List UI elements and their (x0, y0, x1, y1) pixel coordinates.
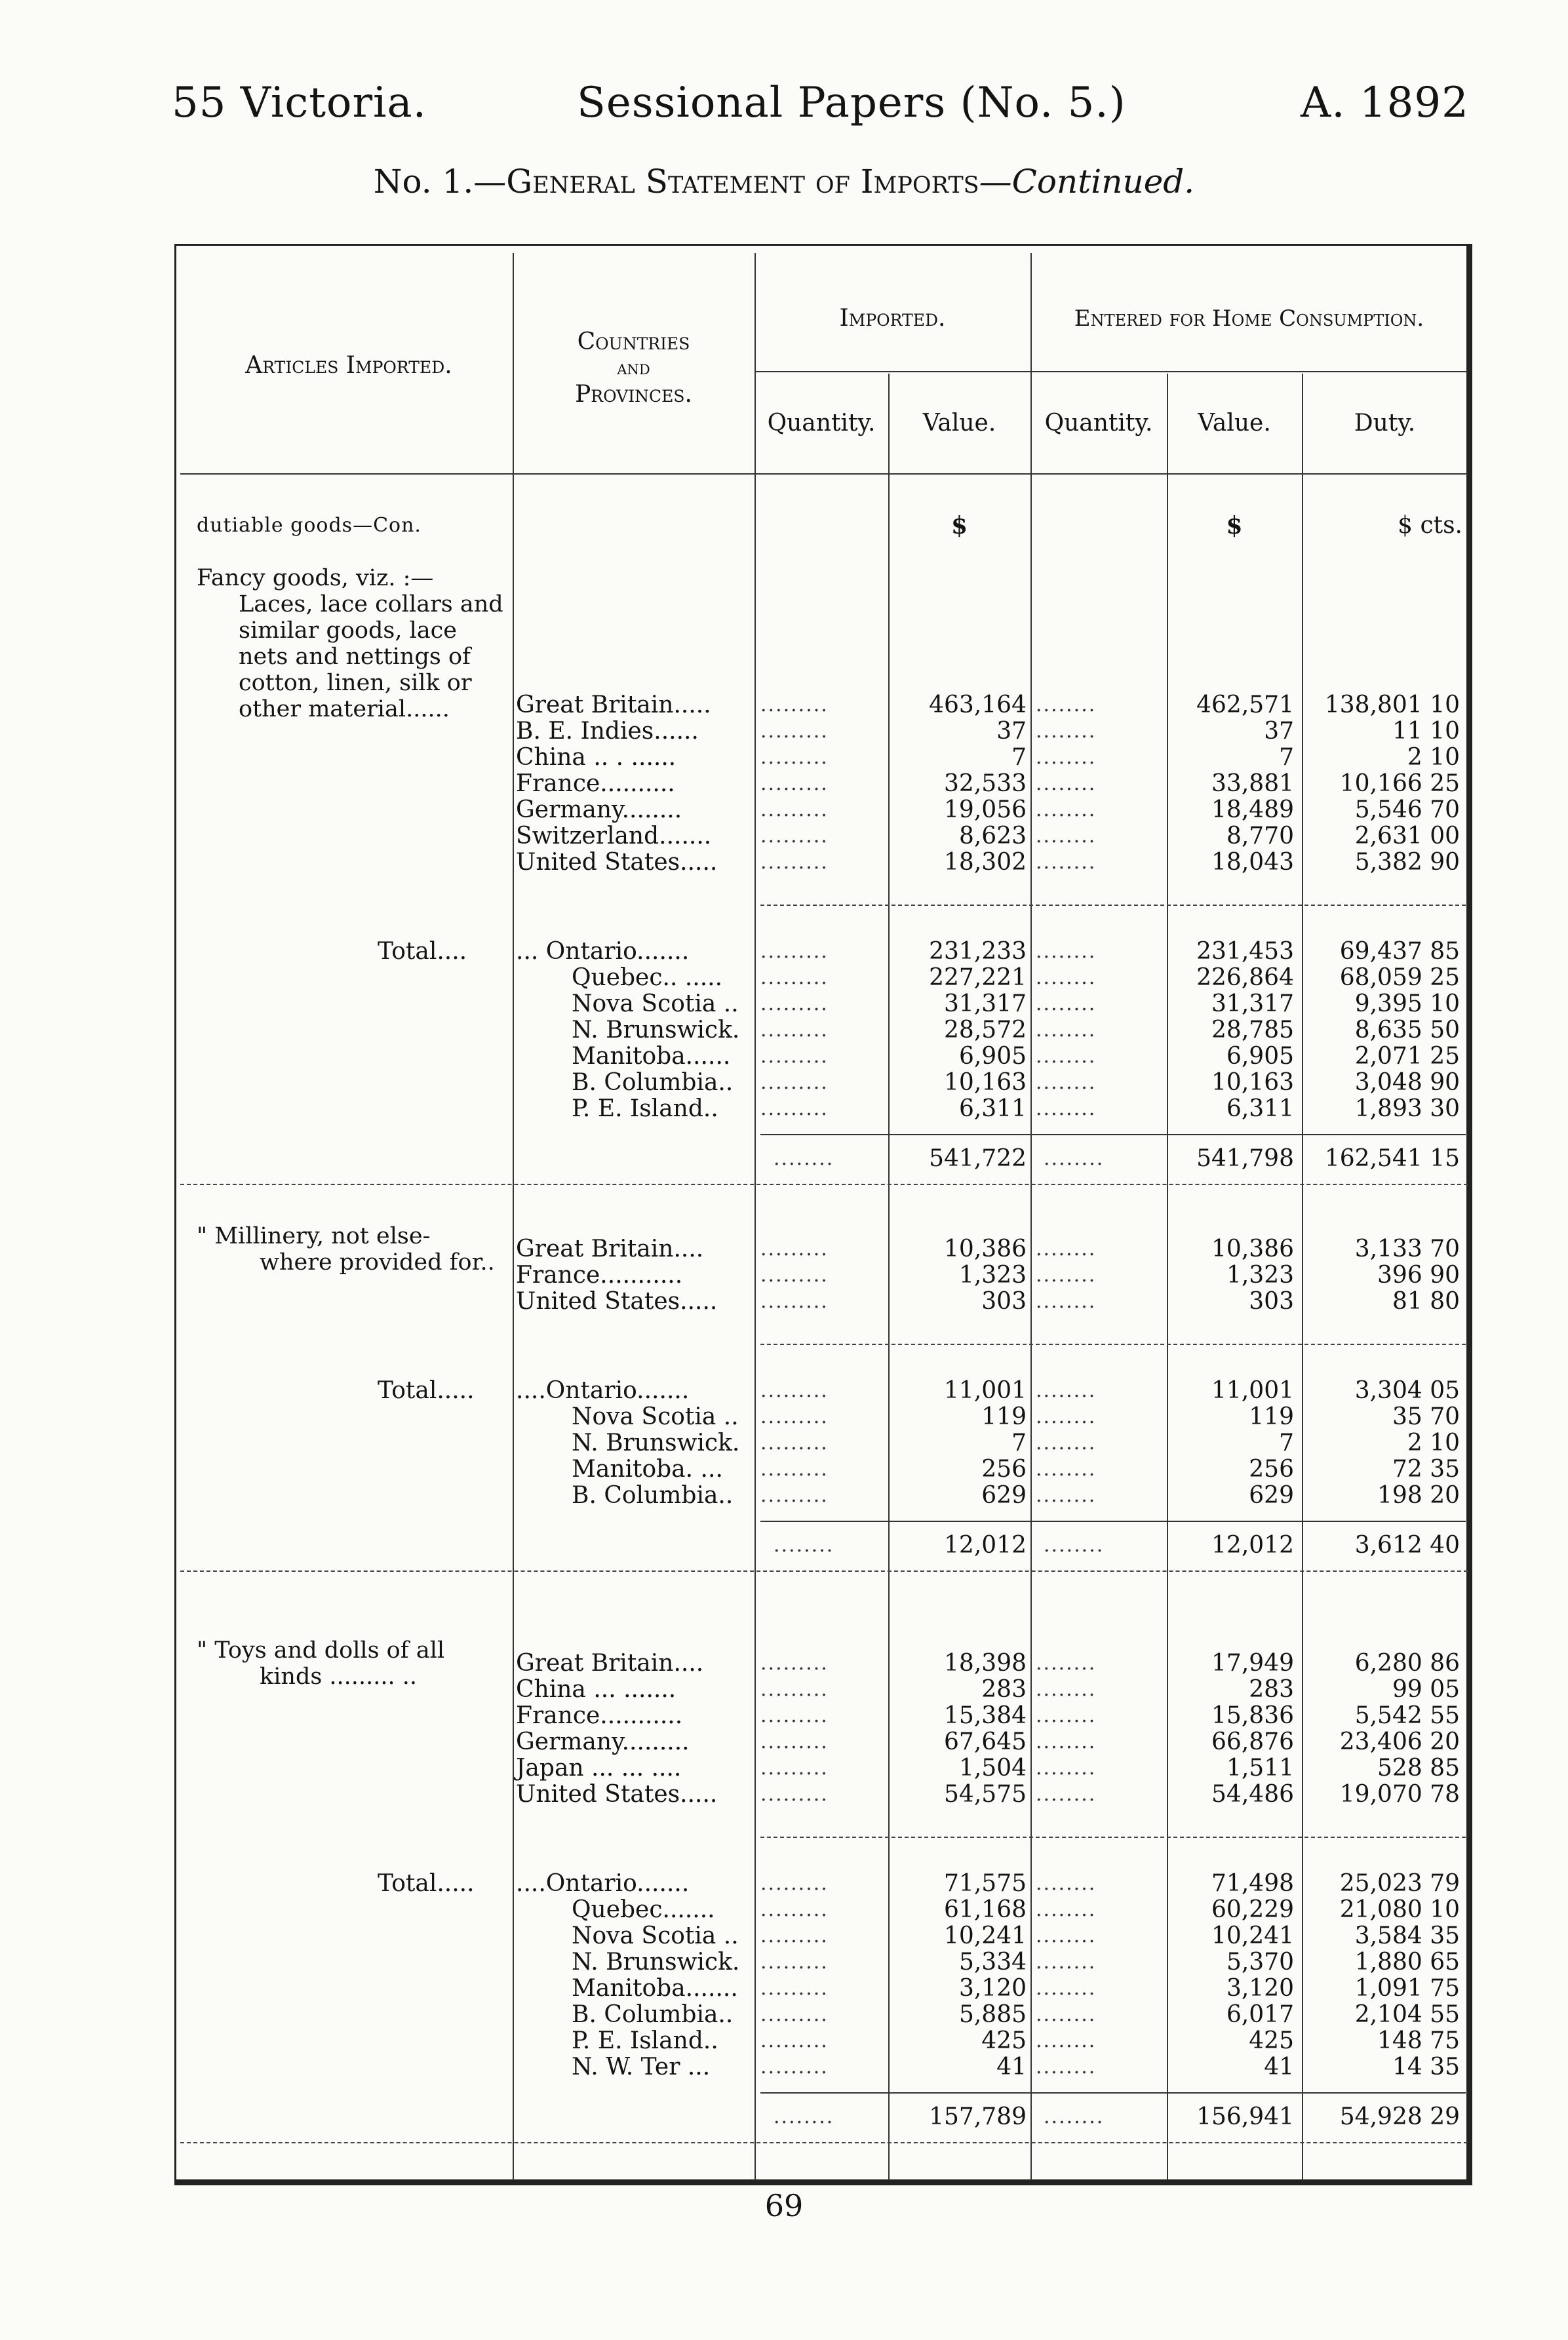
group-title-line: " Millinery, not else- (197, 1223, 431, 1249)
unit-value-1: $ (951, 512, 968, 539)
row-value: 19,056 (944, 796, 1027, 823)
row-country: ....Ontario....... (516, 1377, 690, 1404)
row-country: United States..... (516, 1781, 718, 1808)
row-value: 283 (981, 1676, 1027, 1703)
leader-dots: ........ (1036, 966, 1097, 989)
leader-dots: ......... (760, 1458, 829, 1481)
row-entered-value: 28,785 (1211, 1017, 1294, 1043)
row-entered-value: 3,120 (1226, 1975, 1294, 2002)
row-duty: 2,071 25 (1354, 1043, 1460, 1070)
row-entered-value: 119 (1249, 1403, 1294, 1430)
leader-dots: ........ (1036, 1045, 1097, 1068)
leader-dots: ......... (760, 772, 829, 795)
row-entered-value: 11,001 (1211, 1377, 1294, 1404)
leader-dots: ......... (760, 1290, 829, 1313)
row-entered-value: 5,370 (1226, 1949, 1294, 1976)
group-separator (760, 905, 1466, 906)
total-value: 12,012 (944, 1532, 1027, 1559)
row-country: B. Columbia.. (572, 1482, 734, 1509)
row-entered-value: 17,949 (1211, 1650, 1294, 1677)
row-entered-value: 31,317 (1211, 990, 1294, 1017)
row-duty: 99 05 (1392, 1676, 1460, 1703)
row-value: 3,120 (958, 1975, 1027, 2002)
col-rule-3 (888, 374, 890, 2180)
row-country: Nova Scotia .. (572, 990, 739, 1017)
leader-dots: ......... (760, 851, 829, 874)
row-country: Great Britain.... (516, 1650, 704, 1677)
row-duty: 148 75 (1377, 2027, 1460, 2054)
col-rule-1 (513, 253, 514, 2180)
row-entered-value: 8,770 (1226, 823, 1294, 849)
row-value: 15,384 (944, 1702, 1027, 1729)
row-country: P. E. Island.. (572, 1095, 718, 1122)
row-duty: 2,631 00 (1354, 823, 1460, 849)
row-country: France........... (516, 1262, 683, 1289)
leader-dots: ......... (760, 1097, 829, 1120)
leader-dots: ........ (1036, 772, 1097, 795)
row-duty: 9,395 10 (1354, 990, 1460, 1017)
row-duty: 528 85 (1377, 1755, 1460, 1782)
row-value: 31,317 (944, 990, 1027, 1017)
row-country: N. Brunswick. (572, 1430, 740, 1456)
row-entered-value: 10,241 (1211, 1922, 1294, 1949)
row-country: France........... (516, 1702, 683, 1729)
leader-dots: ........ (1036, 992, 1097, 1015)
row-entered-value: 10,386 (1211, 1236, 1294, 1262)
row-country: France.......... (516, 770, 675, 797)
leader-dots: ........ (1036, 1757, 1097, 1780)
row-entered-value: 256 (1249, 1456, 1294, 1483)
leader-dots: ........ (1036, 1458, 1097, 1481)
row-duty: 21,080 10 (1339, 1896, 1460, 1923)
row-duty: 1,880 65 (1354, 1949, 1460, 1976)
title-suffix: —Continued. (979, 163, 1195, 201)
row-duty: 5,546 70 (1354, 796, 1460, 823)
col-countries-3: Provinces. (575, 381, 692, 408)
row-entered-value: 629 (1249, 1482, 1294, 1509)
row-duty: 1,091 75 (1354, 1975, 1460, 2002)
leader-dots: ......... (760, 693, 829, 716)
row-value: 8,623 (958, 823, 1027, 849)
row-entered-value: 41 (1264, 2054, 1294, 2080)
row-value: 37 (996, 718, 1027, 745)
row-entered-value: 18,489 (1211, 796, 1294, 823)
leader-dots: ......... (760, 2029, 829, 2052)
total-entered-value: 541,798 (1196, 1145, 1294, 1172)
leader-dots: ........ (1044, 1147, 1105, 1170)
col-quantity-1: Quantity. (767, 410, 876, 437)
row-country: Manitoba...... (572, 1043, 731, 1070)
col-rule-6 (1302, 374, 1303, 2180)
row-country: Germany......... (516, 1728, 690, 1755)
row-country: Quebec.. ..... (572, 964, 723, 991)
col-value-2: Value. (1198, 410, 1271, 437)
row-value: 425 (981, 2027, 1027, 2054)
row-entered-value: 60,229 (1211, 1896, 1294, 1923)
leader-dots: ......... (760, 1071, 829, 1094)
group-title-line: similar goods, lace (239, 617, 457, 644)
row-entered-value: 6,905 (1226, 1043, 1294, 1070)
row-value: 67,645 (944, 1728, 1027, 1755)
leader-dots: ........ (1036, 1783, 1097, 1806)
row-duty: 396 90 (1377, 1262, 1460, 1289)
total-duty: 3,612 40 (1354, 1532, 1460, 1559)
leader-dots: ........ (1036, 1652, 1097, 1675)
row-entered-value: 71,498 (1211, 1870, 1294, 1897)
col-rule-2 (755, 253, 756, 2180)
group-title-line: other material...... (239, 696, 450, 722)
row-value: 54,575 (944, 1781, 1027, 1808)
col-articles: Articles Imported. (245, 352, 452, 379)
leader-dots: ......... (760, 1264, 829, 1287)
total-value: 157,789 (929, 2103, 1027, 2130)
group-title-line: Laces, lace collars and (239, 591, 503, 617)
row-value: 463,164 (929, 692, 1027, 718)
leader-dots: ......... (760, 1019, 829, 1042)
leader-dots: ......... (760, 966, 829, 989)
row-entered-value: 1,511 (1226, 1755, 1294, 1782)
leader-dots: ......... (760, 1405, 829, 1428)
row-country: Japan ... ... .... (516, 1755, 682, 1782)
total-rule (760, 2092, 1466, 2094)
leader-dots: ......... (760, 1924, 829, 1947)
row-country: China ... ....... (516, 1676, 676, 1703)
row-duty: 5,542 55 (1354, 1702, 1460, 1729)
leader-dots: ........ (1044, 1534, 1105, 1557)
group-end-separator (180, 1184, 1468, 1185)
row-value: 18,302 (944, 849, 1027, 876)
leader-dots: ........ (1036, 1379, 1097, 1402)
group-separator (760, 1344, 1466, 1345)
row-value: 5,334 (958, 1949, 1027, 1976)
col-countries-1: Countries (577, 328, 690, 355)
row-value: 41 (996, 2054, 1027, 2080)
group-end-separator (180, 1570, 1468, 1572)
row-duty: 2 10 (1407, 744, 1460, 771)
table-title (0, 163, 1568, 201)
leader-dots: ......... (760, 1757, 829, 1780)
leader-dots: ........ (1036, 1432, 1097, 1454)
row-value: 10,386 (944, 1236, 1027, 1262)
leader-dots: ........ (1036, 1704, 1097, 1727)
row-entered-value: 18,043 (1211, 849, 1294, 876)
group-title-line: nets and nettings of (239, 644, 471, 670)
leader-dots: ......... (760, 720, 829, 743)
row-duty: 68,059 25 (1339, 964, 1460, 991)
row-duty: 138,801 10 (1324, 692, 1460, 718)
row-value: 231,233 (929, 938, 1027, 965)
row-country: China .. . ...... (516, 744, 676, 771)
row-entered-value: 1,323 (1226, 1262, 1294, 1289)
leader-dots: ........ (1036, 2003, 1097, 2026)
leader-dots: ........ (1036, 1290, 1097, 1313)
row-entered-value: 7 (1279, 744, 1294, 771)
section-label: dutiable goods—Con. (197, 514, 421, 537)
col-value-1: Value. (922, 410, 996, 437)
group-end-separator (180, 2142, 1468, 2143)
row-country: Quebec....... (572, 1896, 715, 1923)
row-duty: 19,070 78 (1339, 1781, 1460, 1808)
row-country: N. Brunswick. (572, 1017, 740, 1043)
row-country: N. Brunswick. (572, 1949, 740, 1976)
leader-dots: ........ (1036, 1898, 1097, 1921)
leader-dots: ........ (1036, 825, 1097, 848)
row-value: 10,163 (944, 1069, 1027, 1096)
group-title-line: Fancy goods, viz. :— (197, 565, 434, 591)
row-country: B. Columbia.. (572, 2001, 734, 2028)
leader-dots: ........ (1036, 1977, 1097, 2000)
leader-dots: ......... (760, 1783, 829, 1806)
row-value: 119 (981, 1403, 1027, 1430)
row-entered-value: 425 (1249, 2027, 1294, 2054)
col-quantity-2: Quantity. (1044, 410, 1153, 437)
header-right: A. 1892 (1301, 79, 1469, 127)
col-imported: Imported. (839, 305, 946, 332)
total-value: 541,722 (929, 1145, 1027, 1172)
row-country: United States..... (516, 1288, 718, 1315)
header-bottom-rule (180, 473, 1468, 475)
row-country: ... Ontario....... (516, 938, 690, 965)
leader-dots: ......... (760, 1730, 829, 1753)
row-duty: 35 70 (1392, 1403, 1460, 1430)
total-duty: 54,928 29 (1339, 2103, 1460, 2130)
row-value: 629 (981, 1482, 1027, 1509)
row-duty: 10,166 25 (1339, 770, 1460, 797)
row-entered-value: 33,881 (1211, 770, 1294, 797)
col-rule-5 (1167, 374, 1168, 2180)
row-value: 18,398 (944, 1650, 1027, 1677)
row-value: 227,221 (929, 964, 1027, 991)
row-country: Switzerland....... (516, 823, 712, 849)
leader-dots: ........ (1036, 1951, 1097, 1974)
row-value: 61,168 (944, 1896, 1027, 1923)
row-duty: 3,048 90 (1354, 1069, 1460, 1096)
row-duty: 8,635 50 (1354, 1017, 1460, 1043)
leader-dots: ........ (1036, 1097, 1097, 1120)
row-entered-value: 15,836 (1211, 1702, 1294, 1729)
row-duty: 25,023 79 (1339, 1870, 1460, 1897)
group-title-line: cotton, linen, silk or (239, 670, 472, 696)
row-value: 1,504 (958, 1755, 1027, 1782)
row-country: Manitoba. ... (572, 1456, 723, 1483)
row-entered-value: 37 (1264, 718, 1294, 745)
row-country: B. Columbia.. (572, 1069, 734, 1096)
leader-dots: ......... (760, 1484, 829, 1507)
row-value: 5,885 (958, 2001, 1027, 2028)
leader-dots: ........ (1036, 1872, 1097, 1895)
leader-dots: ........ (1044, 2105, 1105, 2128)
row-value: 11,001 (944, 1377, 1027, 1404)
row-value: 32,533 (944, 770, 1027, 797)
group-separator (760, 1837, 1466, 1838)
row-country: Nova Scotia .. (572, 1922, 739, 1949)
row-duty: 198 20 (1377, 1482, 1460, 1509)
total-label: Total..... (378, 1377, 475, 1404)
leader-dots: ........ (1036, 693, 1097, 716)
leader-dots: ........ (1036, 940, 1097, 963)
leader-dots: ......... (760, 992, 829, 1015)
row-value: 1,323 (958, 1262, 1027, 1289)
row-country: N. W. Ter ... (572, 2054, 711, 2080)
row-country: Great Britain..... (516, 692, 711, 718)
row-entered-value: 6,017 (1226, 2001, 1294, 2028)
page-number: 69 (764, 2188, 804, 2223)
leader-dots: ........ (774, 1534, 834, 1557)
row-duty: 23,406 20 (1339, 1728, 1460, 1755)
row-entered-value: 462,571 (1196, 692, 1294, 718)
leader-dots: ......... (760, 940, 829, 963)
leader-dots: ......... (760, 1977, 829, 2000)
row-value: 7 (1011, 744, 1027, 771)
leader-dots: ........ (1036, 1238, 1097, 1260)
row-entered-value: 6,311 (1226, 1095, 1294, 1122)
leader-dots: ......... (760, 1652, 829, 1675)
row-entered-value: 10,163 (1211, 1069, 1294, 1096)
row-value: 10,241 (944, 1922, 1027, 1949)
row-entered-value: 66,876 (1211, 1728, 1294, 1755)
row-country: Great Britain.... (516, 1236, 704, 1262)
leader-dots: ......... (760, 1678, 829, 1701)
row-duty: 11 10 (1392, 718, 1460, 745)
unit-duty: $ cts. (1398, 512, 1462, 539)
row-value: 28,572 (944, 1017, 1027, 1043)
row-duty: 2 10 (1407, 1430, 1460, 1456)
leader-dots: ........ (774, 1147, 834, 1170)
group-title-line: where provided for.. (260, 1249, 495, 1276)
row-entered-value: 7 (1279, 1430, 1294, 1456)
row-duty: 1,893 30 (1354, 1095, 1460, 1122)
row-country: United States..... (516, 849, 718, 876)
leader-dots: ........ (774, 2105, 834, 2128)
leader-dots: ........ (1036, 1678, 1097, 1701)
leader-dots: ......... (760, 2003, 829, 2026)
leader-dots: ........ (1036, 1405, 1097, 1428)
row-duty: 5,382 90 (1354, 849, 1460, 876)
group-title-line: " Toys and dolls of all (197, 1637, 445, 1664)
leader-dots: ........ (1036, 1019, 1097, 1042)
row-duty: 14 35 (1392, 2054, 1460, 2080)
leader-dots: ......... (760, 1432, 829, 1454)
row-duty: 72 35 (1392, 1456, 1460, 1483)
leader-dots: ......... (760, 2056, 829, 2078)
leader-dots: ......... (760, 746, 829, 769)
row-country: P. E. Island.. (572, 2027, 718, 2054)
leader-dots: ........ (1036, 1730, 1097, 1753)
row-entered-value: 283 (1249, 1676, 1294, 1703)
row-country: ....Ontario....... (516, 1870, 690, 1897)
leader-dots: ........ (1036, 1924, 1097, 1947)
row-country: B. E. Indies...... (516, 718, 699, 745)
row-duty: 2,104 55 (1354, 2001, 1460, 2028)
title-prefix: No. 1.— (373, 163, 507, 201)
row-entered-value: 54,486 (1211, 1781, 1294, 1808)
row-country: Nova Scotia .. (572, 1403, 739, 1430)
row-duty: 69,437 85 (1339, 938, 1460, 965)
leader-dots: ......... (760, 1045, 829, 1068)
row-value: 7 (1011, 1430, 1027, 1456)
header-mid-rule (755, 371, 1468, 372)
unit-value-2: $ (1226, 512, 1243, 539)
row-entered-value: 231,453 (1196, 938, 1294, 965)
header-left: 55 Victoria. (172, 79, 427, 127)
row-value: 6,311 (958, 1095, 1027, 1122)
leader-dots: ......... (760, 1872, 829, 1895)
leader-dots: ......... (760, 1238, 829, 1260)
row-value: 6,905 (958, 1043, 1027, 1070)
title-main: General Statement of Imports (506, 163, 979, 201)
row-duty: 81 80 (1392, 1288, 1460, 1315)
total-entered-value: 156,941 (1196, 2103, 1294, 2130)
col-duty: Duty. (1354, 410, 1416, 437)
leader-dots: ........ (1036, 1264, 1097, 1287)
col-countries-2: and (617, 357, 650, 380)
total-label: Total..... (378, 1870, 475, 1897)
row-entered-value: 303 (1249, 1288, 1294, 1315)
leader-dots: ........ (1036, 1484, 1097, 1507)
total-entered-value: 12,012 (1211, 1532, 1294, 1559)
leader-dots: ......... (760, 1704, 829, 1727)
leader-dots: ........ (1036, 2056, 1097, 2078)
leader-dots: ......... (760, 825, 829, 848)
row-duty: 3,584 35 (1354, 1922, 1460, 1949)
total-label: Total.... (378, 938, 467, 965)
leader-dots: ........ (1036, 746, 1097, 769)
row-value: 71,575 (944, 1870, 1027, 1897)
total-rule (760, 1134, 1466, 1135)
leader-dots: ........ (1036, 720, 1097, 743)
row-duty: 3,304 05 (1354, 1377, 1460, 1404)
leader-dots: ......... (760, 1951, 829, 1974)
row-entered-value: 226,864 (1196, 964, 1294, 991)
row-value: 256 (981, 1456, 1027, 1483)
group-title-line: kinds ......... .. (260, 1664, 417, 1690)
col-rule-4 (1030, 253, 1032, 2180)
leader-dots: ........ (1036, 1071, 1097, 1094)
leader-dots: ........ (1036, 798, 1097, 821)
row-duty: 6,280 86 (1354, 1650, 1460, 1677)
row-value: 303 (981, 1288, 1027, 1315)
row-country: Manitoba....... (572, 1975, 738, 2002)
leader-dots: ......... (760, 1379, 829, 1402)
col-entered: Entered for Home Consumption. (1074, 305, 1424, 332)
leader-dots: ......... (760, 1898, 829, 1921)
total-duty: 162,541 15 (1324, 1145, 1460, 1172)
total-rule (760, 1521, 1466, 1522)
row-country: Germany........ (516, 796, 682, 823)
leader-dots: ......... (760, 798, 829, 821)
leader-dots: ........ (1036, 851, 1097, 874)
row-duty: 3,133 70 (1354, 1236, 1460, 1262)
header-center: Sessional Papers (No. 5.) (577, 79, 1126, 127)
leader-dots: ........ (1036, 2029, 1097, 2052)
